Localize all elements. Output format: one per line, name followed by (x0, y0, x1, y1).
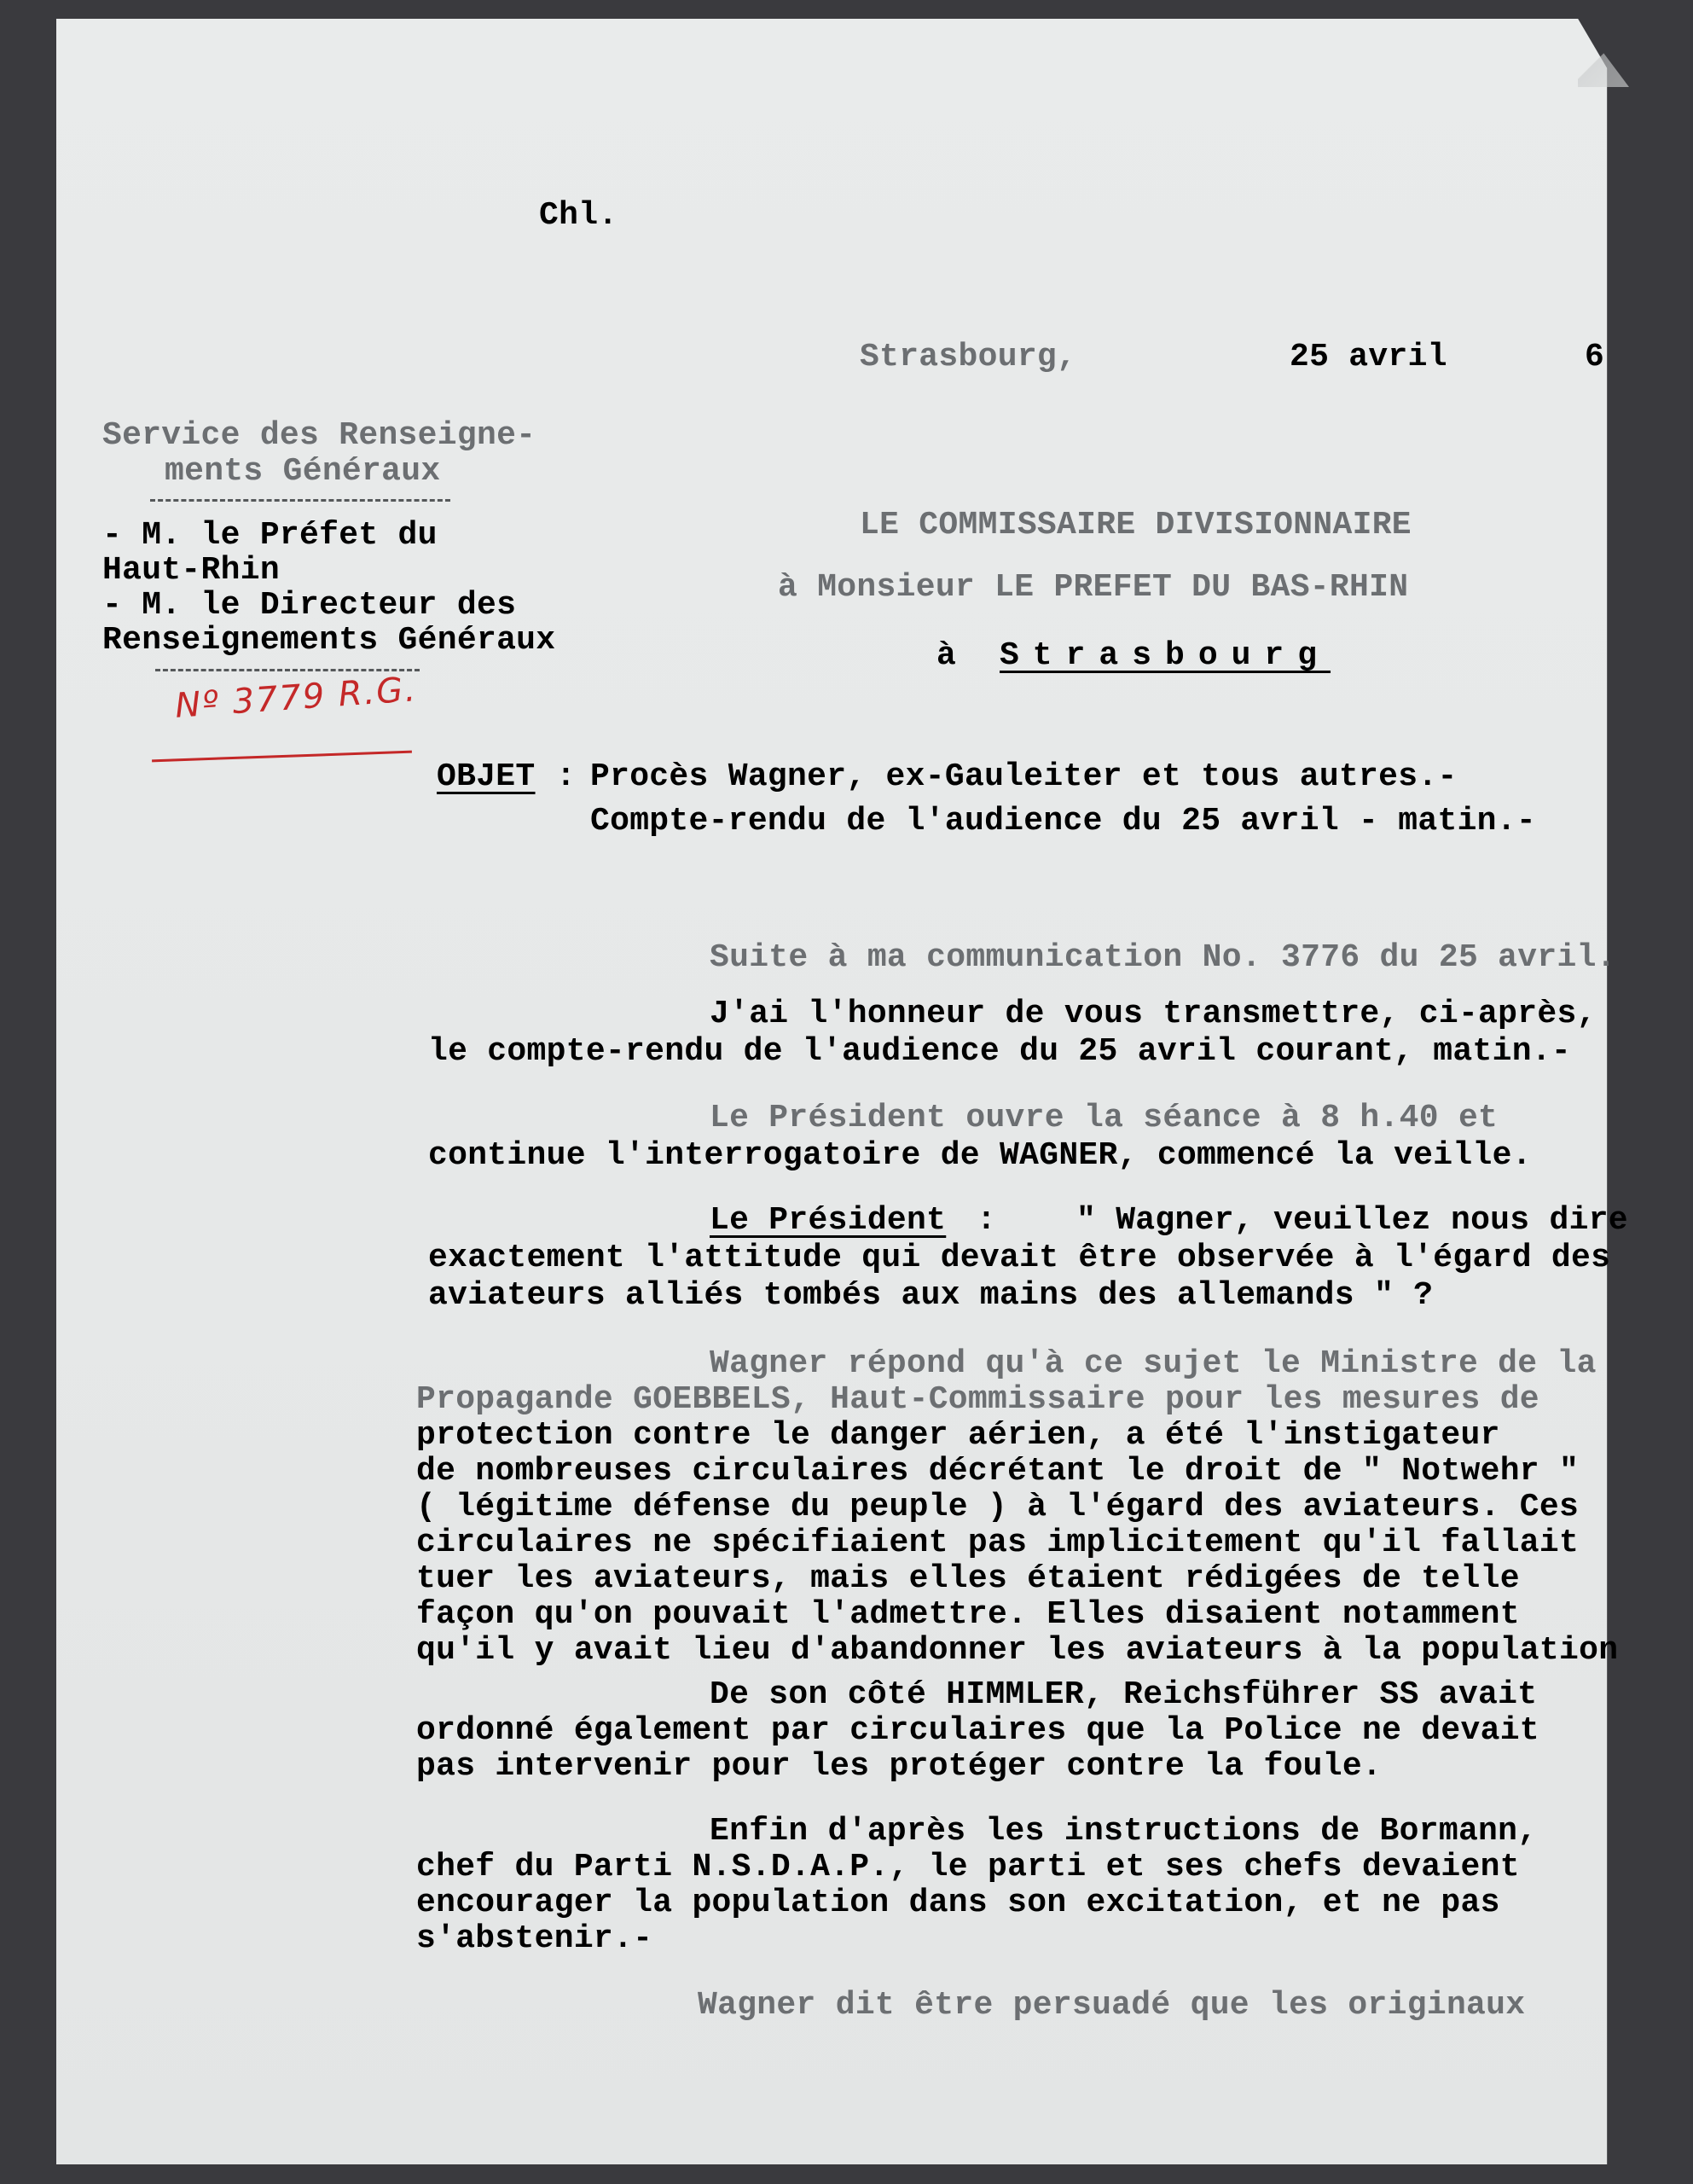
body-line: Suite à ma communication No. 3776 du 25 avril. (710, 939, 1616, 976)
body-line: le compte-rendu de l'audience du 25 avril courant, matin.- (428, 1033, 1572, 1070)
initials: Chl. (539, 197, 618, 234)
copy-line4: Renseignements Généraux (102, 622, 556, 659)
objet-line1: Procès Wagner, ex-Gauleiter et tous autres.- (590, 758, 1458, 795)
year-digit: 6 (1585, 339, 1605, 375)
to-line: à Monsieur LE PREFET DU BAS-RHIN (778, 569, 1409, 606)
body-line: exactement l'attitude qui devait être observée à l'égard des (428, 1240, 1611, 1276)
objet-line2: Compte-rendu de l'audience du 25 avril - matin.- (590, 803, 1536, 839)
body-line: Enfin d'après les instructions de Bormann, (710, 1813, 1538, 1850)
body-line: ordonné également par circulaires que la Police ne devait (416, 1712, 1539, 1749)
place: Strasbourg, (860, 339, 1077, 375)
body-line: Wagner répond qu'à ce sujet le Ministre de la (710, 1345, 1597, 1382)
body-line: qu'il y avait lieu d'abandonner les aviateurs à la population (416, 1632, 1619, 1669)
handwritten-reference: Nº 3779 R.G. (173, 670, 419, 726)
dest-prefix: à (936, 637, 957, 674)
body-line: " Wagner, veuillez nous dire (1076, 1202, 1628, 1239)
body-line: encourager la population dans son excitation, et ne pas (416, 1885, 1500, 1921)
president-sep: : (977, 1202, 997, 1239)
objet-sep: : (556, 758, 577, 795)
body-line: de nombreuses circulaires décrétant le droit de " Notwehr " (416, 1453, 1580, 1490)
body-line: façon qu'on pouvait l'admettre. Elles disaient notamment (416, 1596, 1520, 1633)
from-line: LE COMMISSAIRE DIVISIONNAIRE (860, 507, 1412, 543)
copy-line3: - M. le Directeur des (102, 587, 517, 624)
sender-dept-line2: ments Généraux (165, 453, 441, 490)
destination: Strasbourg (1000, 637, 1331, 674)
date: 25 avril (1290, 339, 1447, 375)
body-line: chef du Parti N.S.D.A.P., le parti et ses chefs devaient (416, 1849, 1520, 1885)
body-line: Propagande GOEBBELS, Haut-Commissaire pour les mesures de (416, 1381, 1539, 1418)
sender-dept-line1: Service des Renseigne- (102, 417, 536, 454)
divider (150, 499, 450, 502)
body-line: Le Président ouvre la séance à 8 h.40 et (710, 1100, 1499, 1136)
copy-line2: Haut-Rhin (102, 552, 280, 589)
body-line: aviateurs alliés tombés aux mains des allemands " ? (428, 1277, 1434, 1314)
body-line: pas intervenir pour les protéger contre la foule. (416, 1748, 1383, 1785)
objet-label: OBJET (437, 758, 536, 795)
body-line: s'abstenir.- (416, 1920, 653, 1957)
folded-corner (1578, 19, 1629, 87)
president-label: Le Président (710, 1202, 947, 1239)
body-line: Wagner dit être persuadé que les originaux (698, 1987, 1526, 2024)
copy-line1: - M. le Préfet du (102, 517, 438, 554)
body-line: J'ai l'honneur de vous transmettre, ci-après, (710, 996, 1597, 1032)
body-line: circulaires ne spécifiaient pas implicitement qu'il fallait (416, 1525, 1580, 1561)
divider (155, 669, 420, 671)
body-line: protection contre le danger aérien, a été l'instigateur (416, 1417, 1500, 1454)
body-line: De son côté HIMMLER, Reichsführer SS avait (710, 1676, 1538, 1713)
body-line: ( légitime défense du peuple ) à l'égard des aviateurs. Ces (416, 1489, 1580, 1525)
body-line: tuer les aviateurs, mais elles étaient rédigées de telle (416, 1560, 1520, 1597)
body-line: continue l'interrogatoire de WAGNER, commencé la veille. (428, 1137, 1532, 1174)
